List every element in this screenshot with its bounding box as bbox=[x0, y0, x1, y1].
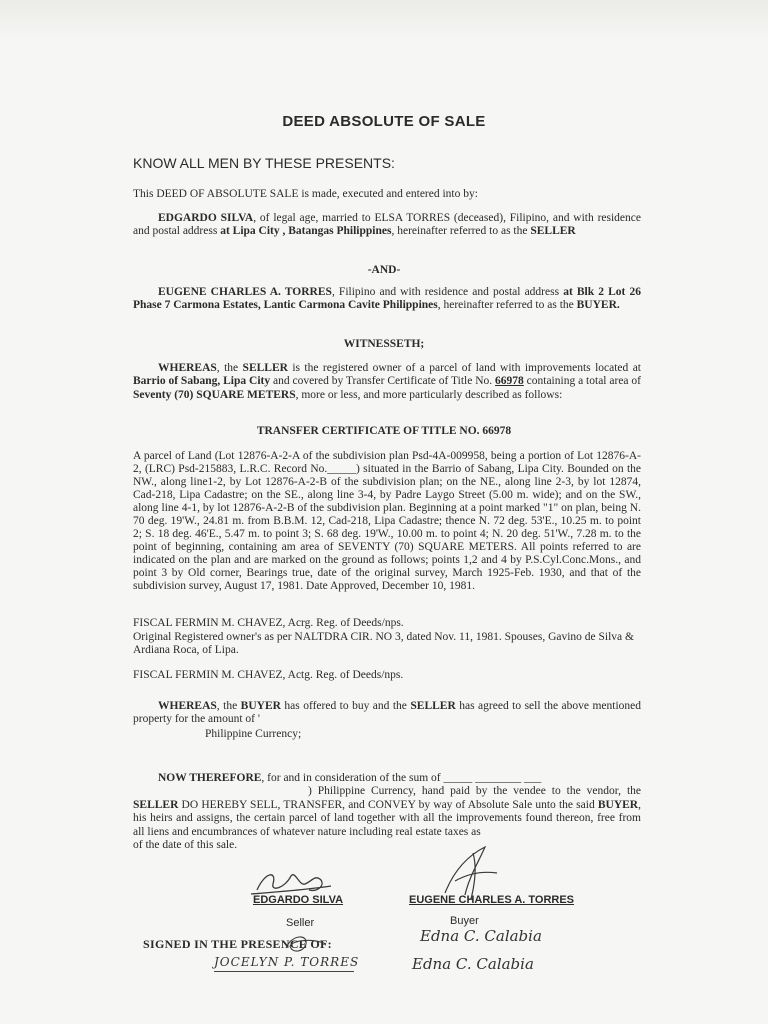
buyer-signature-name: EUGENE CHARLES A. TORRES bbox=[409, 894, 575, 906]
witness-signature-3: Edna C. Calabia bbox=[412, 955, 534, 973]
currency-line: Philippine Currency; bbox=[205, 728, 302, 740]
seller-role-label: Seller bbox=[286, 917, 315, 929]
whereas-owner-paragraph: WHEREAS, the SELLER is the registered owner of a parcel of land with improvements located at Barrio of Sabang, Lipa City and covered by Transfer Certificate of Title No. 66978 containing a total area of Seventy (70) SQUARE METERS, more or less, and more particularly described as follows: bbox=[133, 362, 641, 401]
seller-name: EDGARDO SILVA bbox=[158, 212, 254, 224]
witnesseth-heading: WITNESSETH; bbox=[343, 338, 425, 350]
witness-signature-1: JOCELYN P. TORRES bbox=[214, 955, 360, 969]
witness-signature-2: Edna C. Calabia bbox=[420, 927, 542, 945]
buyer-name: EUGENE CHARLES A. TORRES bbox=[158, 286, 332, 298]
tct-number: 66978 bbox=[495, 375, 524, 388]
signed-presence-label: SIGNED IN THE PRESENCE OF: bbox=[143, 937, 332, 951]
seller-address: at Lipa City , Batangas Philippines bbox=[220, 225, 392, 238]
buyer-role-label: Buyer bbox=[450, 915, 479, 927]
whereas-offer-paragraph: WHEREAS, the BUYER has offered to buy and the SELLER has agreed to sell the above mentioned property for the amount of ' bbox=[133, 700, 641, 726]
scan-shadow bbox=[0, 0, 768, 40]
intro-line: KNOW ALL MEN BY THESE PRESENTS: bbox=[133, 155, 395, 171]
presence-scribble bbox=[282, 932, 330, 956]
tct-heading: TRANSFER CERTIFICATE OF TITLE NO. 66978 bbox=[256, 425, 512, 437]
opening-line: This DEED OF ABSOLUTE SALE is made, executed and entered into by: bbox=[133, 188, 478, 200]
witness-line-1 bbox=[214, 971, 354, 972]
seller-role: SELLER bbox=[530, 225, 576, 238]
seller-paragraph: EDGARDO SILVA, of legal age, married to ELSA TORRES (deceased), Filipino, and with residence and postal address at Lipa City , Batangas Philippines, hereinafter referred to as the SELLER bbox=[133, 212, 641, 238]
fiscal-line-1: FISCAL FERMIN M. CHAVEZ, Acrg. Reg. of Deeds/nps. bbox=[133, 617, 404, 629]
buyer-role: BUYER. bbox=[576, 299, 620, 312]
buyer-paragraph: EUGENE CHARLES A. TORRES, Filipino and with residence and postal address at Blk 2 Lot 26 Phase 7 Carmona Estates, Lantic Carmona Cavite Philippines, hereinafter referred to as the BUYER. bbox=[133, 286, 641, 312]
now-therefore-paragraph: NOW THEREFORE, for and in consideration of the sum of _____ ________ ___ ) Philippine Currency, hand paid by the vendee to the vendor, the SELLER DO HEREBY SELL, TRANSFER, and CONVEY by way of Absolute Sale unto the said BUYER, his heirs and assigns, the certain parcel of land together with all the improvements found thereon, free from all liens and encumbrances of whatever nature including real estate taxes as of the date of this sale. bbox=[133, 772, 641, 852]
buyer-address: at Blk 2 Lot 26 Phase 7 Carmona Estates, Lantic Carmona Cavite Philippines bbox=[133, 286, 641, 312]
and-separator: -AND- bbox=[367, 264, 401, 276]
land-description: A parcel of Land (Lot 12876-A-2-A of the subdivision plan Psd-4A-009958, being a portion of Lot 12876-A-2, (LRC) Psd-215883, L.R.C. Record No._____) situated in the Barrio of Sabang, Lipa City. Bounded on the NW., along line1-2, by Lot 12876-A-2-B of the subdivision plan; on the NE., along line 2-3, by lot 12874, Cad-218, Lipa Cadastre; on the SE., along line 3-4, by Padre Laygo Street (5.00 m. wide); and on the SW., along line 4-1, by lot 12876-A-2-B of the subdivision plan. Beginning at a point marked "1" on plan, being N. 70 deg. 19'W., 24.81 m. from B.B.M. 12, Cad-218, Lipa Cadastre; thence N. 72 deg. 53'E., 10.25 m. to point 2; S. 18 deg. 46'E., 5.47 m. to point 3; S. 68 deg. 19'W., 10.00 m. to point 4; N. 20 deg. 51'W., 7.28 m. to the point of beginning, containing am area of SEVENTY (70) SQUARE METERS. All points referred to are indicated on the plan and are marked on the ground as follows; points 1,2 and 4 by P.S.Cyl.Conc.Mons., and point 3 by Old corner, Bearings true, date of the original survey, March 1925-Feb. 1930, and that of the subdivision survey, August 17, 1981. Date Approved, December 10, 1981. bbox=[133, 450, 641, 592]
original-owner-note: Original Registered owner's as per NALTDRA CIR. NO 3, dated Nov. 11, 1981. Spouses, Gavino de Silva & Ardiana Roca, of Lipa. bbox=[133, 631, 634, 657]
seller-signature-name: EDGARDO SILVA bbox=[253, 894, 344, 906]
fiscal-line-2: FISCAL FERMIN M. CHAVEZ, Actg. Reg. of Deeds/nps. bbox=[133, 669, 404, 681]
document-title: DEED ABSOLUTE OF SALE bbox=[282, 113, 486, 130]
